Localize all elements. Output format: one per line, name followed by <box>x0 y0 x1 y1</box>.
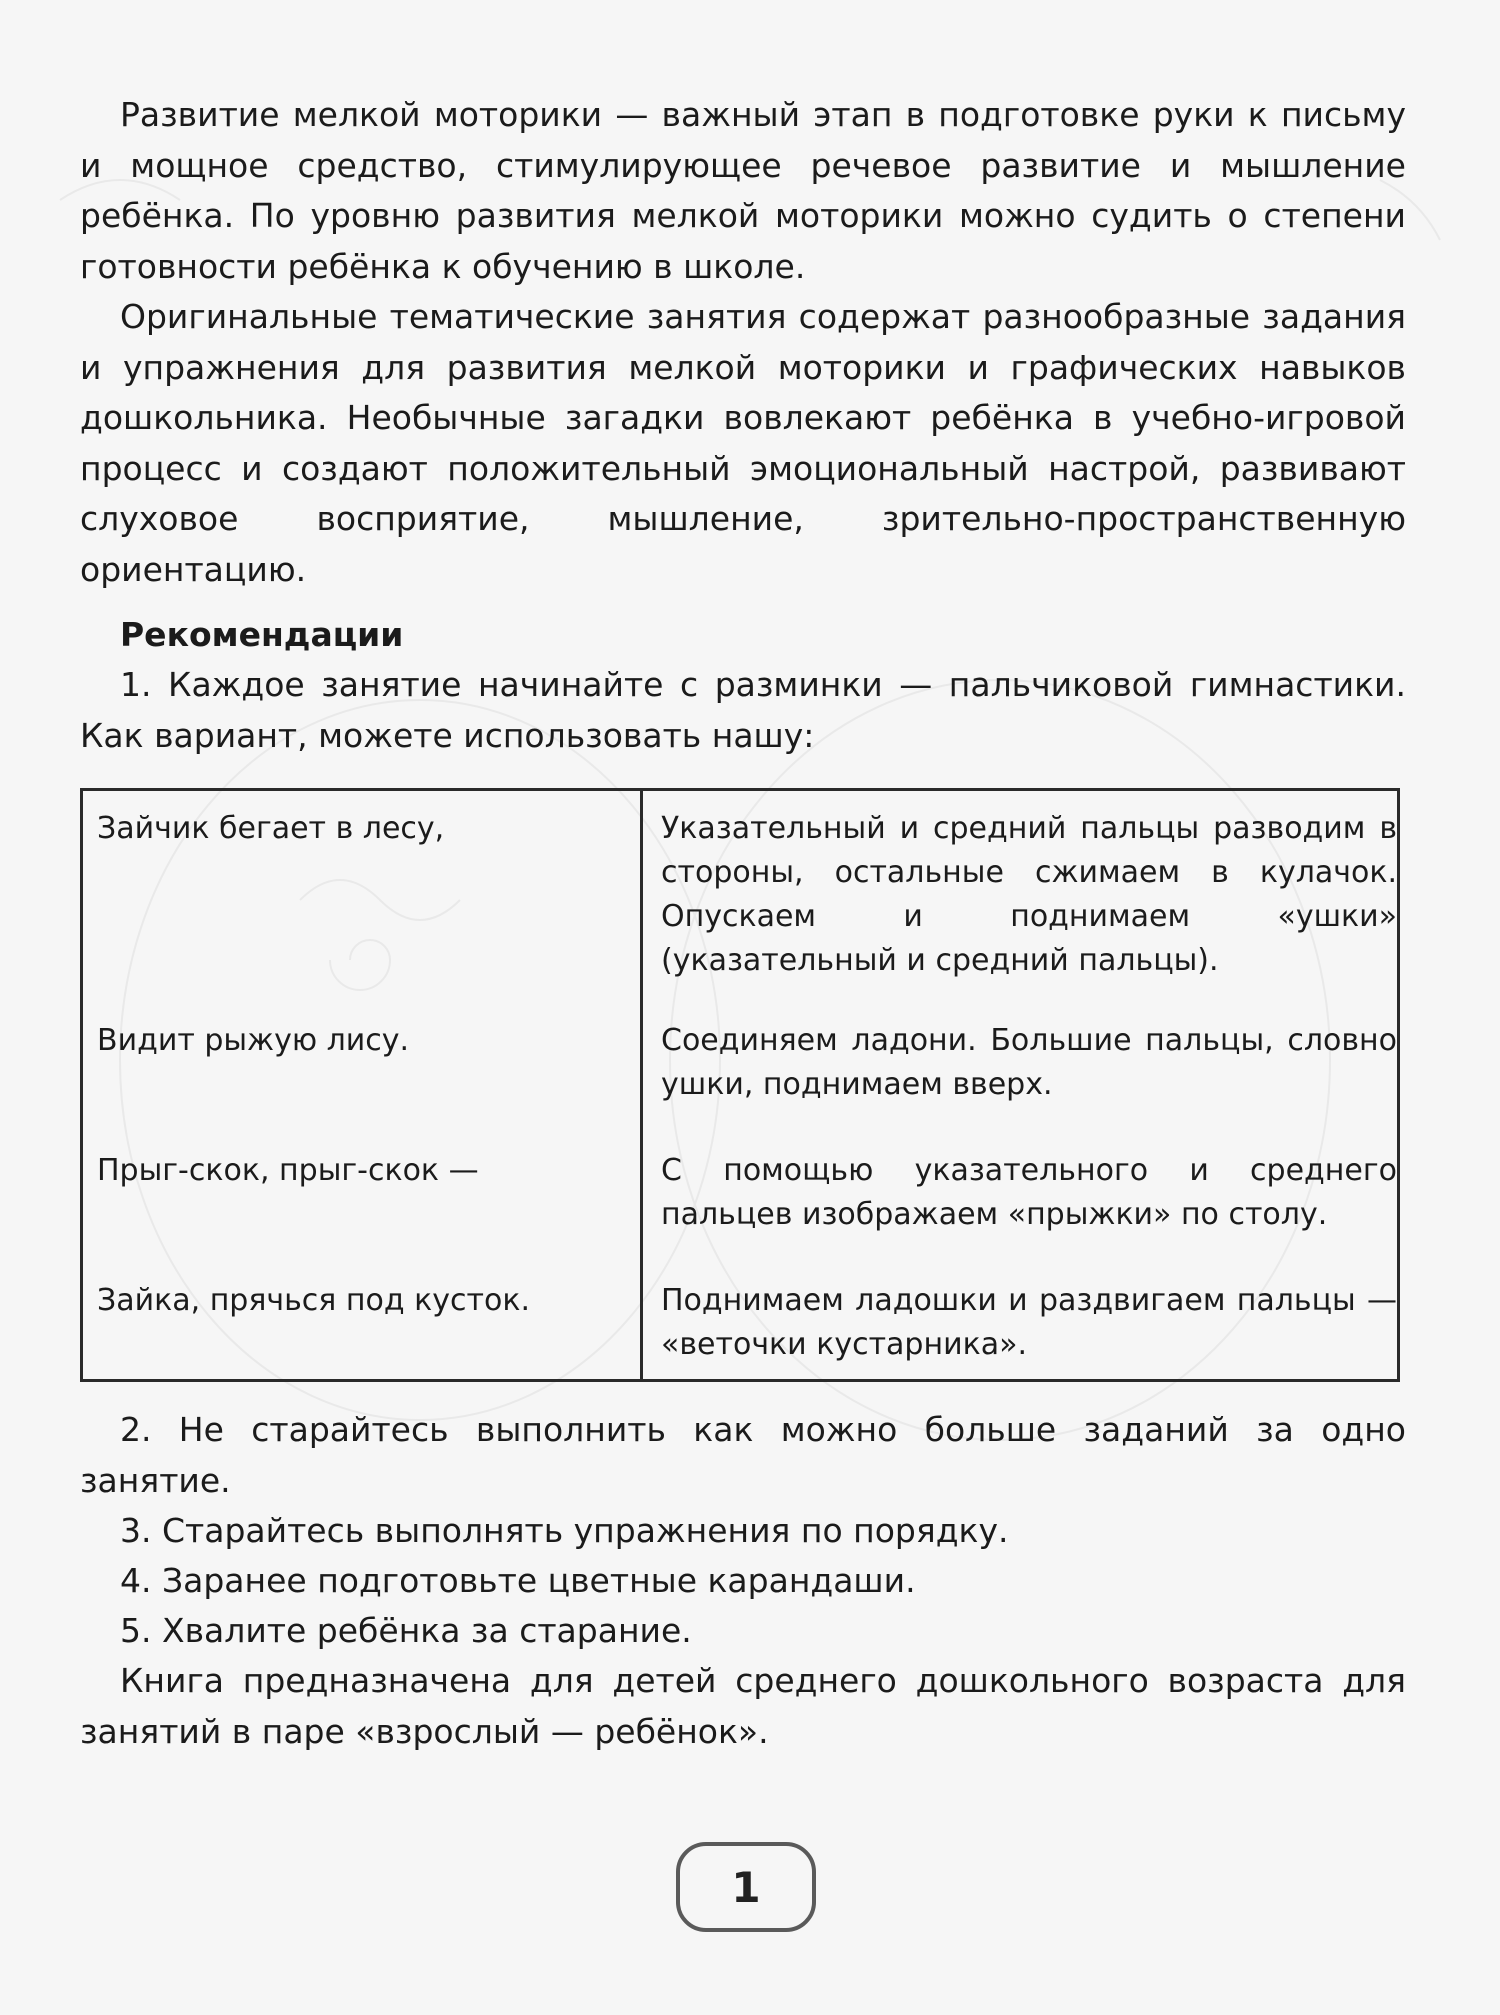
recommendation-item-2: 2. Не старайтесь выполнить как можно больше заданий за одно занятие. <box>80 1410 1406 1500</box>
page-number: 1 <box>676 1842 816 1932</box>
table-cell-action-4: Поднимаем ладошки и раздвигаем пальцы — «веточки кустарника». <box>661 1283 1397 1362</box>
table-cell-verse-2: Видит рыжую лису. <box>97 1023 410 1058</box>
table-cell-action-3: С помощью указательного и среднего пальцев изображаем «прыжки» по столу. <box>661 1153 1397 1232</box>
table-cell-action-1: Указательный и средний пальцы разводим в стороны, остальные сжимаем в кулачок. Опускаем и поднимаем «ушки» (указательный и средний пальцы). <box>661 811 1397 978</box>
table-cell-verse-4: Зайка, прячься под кусток. <box>97 1283 530 1318</box>
recommendation-item-1: 1. Каждое занятие начинайте с разминки — пальчиковой гимнастики. Как вариант, можете использовать нашу: <box>80 665 1406 755</box>
intro-paragraph-1: Развитие мелкой моторики — важный этап в подготовке руки к письму и мощное средство, стимулирующее речевое развитие и мышление ребёнка. По уровню развития мелкой моторики можно судить о степени готовности ребёнка к обучению в школе. <box>80 95 1406 286</box>
recommendation-item-3: 3. Старайтесь выполнять упражнения по порядку. <box>120 1511 1009 1550</box>
recommendation-item-5: 5. Хвалите ребёнка за старание. <box>120 1611 692 1650</box>
intro-paragraph-2: Оригинальные тематические занятия содержат разнообразные задания и упражнения для развития мелкой моторики и графических навыков дошкольника. Необычные загадки вовлекают ребёнка в учебно-игровой процесс и создают положительный эмоциональный настрой, развивают слуховое восприятие, мышление, зрительно-пространственную ориентацию. <box>80 297 1406 589</box>
table-cell-verse-3: Прыг-скок, прыг-скок — <box>97 1153 479 1188</box>
recommendations-heading: Рекомендации <box>120 615 404 654</box>
verse-column <box>83 791 643 1379</box>
table-cell-action-2: Соединяем ладони. Большие пальцы, словно ушки, поднимаем вверх. <box>661 1023 1397 1102</box>
action-column <box>643 791 1397 1379</box>
finger-gymnastics-table <box>80 788 1400 1382</box>
book-purpose-paragraph: Книга предназначена для детей среднего дошкольного возраста для занятий в паре «взрослый — ребёнок». <box>80 1661 1406 1751</box>
recommendation-item-4: 4. Заранее подготовьте цветные карандаши. <box>120 1561 916 1600</box>
table-cell-verse-1: Зайчик бегает в лесу, <box>97 811 445 846</box>
